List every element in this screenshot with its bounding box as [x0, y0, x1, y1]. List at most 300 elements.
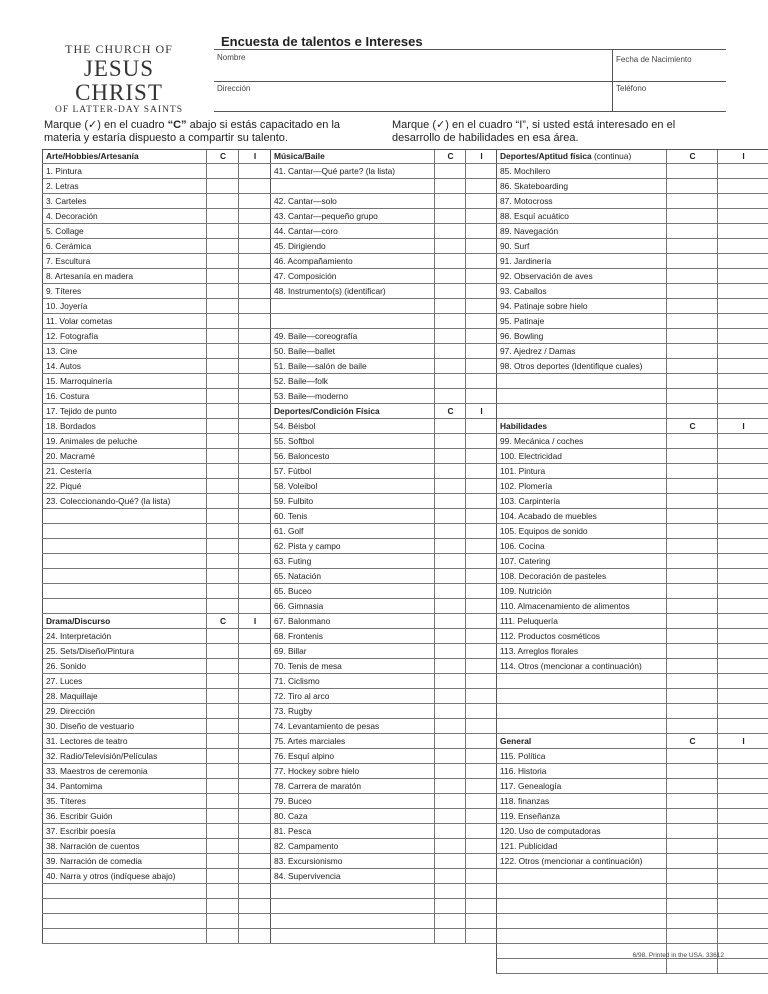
capacitado-checkbox[interactable]: [206, 869, 238, 884]
interesado-checkbox[interactable]: [465, 389, 496, 404]
capacitado-checkbox[interactable]: [206, 764, 238, 779]
capacitado-checkbox[interactable]: [206, 839, 238, 854]
capacitado-checkbox[interactable]: [206, 299, 238, 314]
interesado-checkbox[interactable]: [238, 164, 270, 179]
capacitado-checkbox[interactable]: [434, 929, 465, 944]
interesado-checkbox[interactable]: [465, 284, 496, 299]
capacitado-checkbox[interactable]: [434, 689, 465, 704]
interesado-checkbox[interactable]: [465, 164, 496, 179]
capacitado-checkbox[interactable]: [666, 314, 717, 329]
capacitado-checkbox[interactable]: [434, 644, 465, 659]
interesado-checkbox[interactable]: [465, 479, 496, 494]
capacitado-checkbox[interactable]: [434, 194, 465, 209]
interesado-checkbox[interactable]: [465, 914, 496, 929]
interesado-checkbox[interactable]: [238, 359, 270, 374]
interesado-checkbox[interactable]: [238, 674, 270, 689]
capacitado-checkbox[interactable]: [666, 659, 717, 674]
capacitado-checkbox[interactable]: [434, 764, 465, 779]
interesado-checkbox[interactable]: [238, 224, 270, 239]
direccion-field-line[interactable]: [214, 111, 726, 112]
interesado-checkbox[interactable]: [717, 404, 768, 419]
capacitado-checkbox[interactable]: [434, 779, 465, 794]
interesado-checkbox[interactable]: [717, 914, 768, 929]
interesado-checkbox[interactable]: [717, 929, 768, 944]
interesado-checkbox[interactable]: [717, 179, 768, 194]
capacitado-checkbox[interactable]: [434, 539, 465, 554]
interesado-checkbox[interactable]: [465, 329, 496, 344]
capacitado-checkbox[interactable]: [666, 644, 717, 659]
capacitado-checkbox[interactable]: [434, 629, 465, 644]
interesado-checkbox[interactable]: [717, 749, 768, 764]
interesado-checkbox[interactable]: [238, 299, 270, 314]
capacitado-checkbox[interactable]: [434, 839, 465, 854]
interesado-checkbox[interactable]: [238, 554, 270, 569]
interesado-checkbox[interactable]: [465, 659, 496, 674]
interesado-checkbox[interactable]: [465, 869, 496, 884]
capacitado-checkbox[interactable]: [666, 794, 717, 809]
interesado-checkbox[interactable]: [465, 779, 496, 794]
interesado-checkbox[interactable]: [717, 539, 768, 554]
interesado-checkbox[interactable]: [465, 599, 496, 614]
nombre-field-line[interactable]: [214, 81, 726, 82]
capacitado-checkbox[interactable]: [206, 194, 238, 209]
interesado-checkbox[interactable]: [465, 449, 496, 464]
capacitado-checkbox[interactable]: [434, 884, 465, 899]
capacitado-checkbox[interactable]: [206, 329, 238, 344]
capacitado-checkbox[interactable]: [434, 374, 465, 389]
interesado-checkbox[interactable]: [465, 809, 496, 824]
capacitado-checkbox[interactable]: [206, 584, 238, 599]
interesado-checkbox[interactable]: [465, 524, 496, 539]
interesado-checkbox[interactable]: [465, 314, 496, 329]
interesado-checkbox[interactable]: [238, 479, 270, 494]
capacitado-checkbox[interactable]: [434, 344, 465, 359]
capacitado-checkbox[interactable]: [666, 914, 717, 929]
interesado-checkbox[interactable]: [717, 359, 768, 374]
interesado-checkbox[interactable]: [238, 179, 270, 194]
capacitado-checkbox[interactable]: [666, 689, 717, 704]
capacitado-checkbox[interactable]: [206, 824, 238, 839]
capacitado-checkbox[interactable]: [666, 674, 717, 689]
interesado-checkbox[interactable]: [238, 899, 270, 914]
capacitado-checkbox[interactable]: [206, 644, 238, 659]
capacitado-checkbox[interactable]: [434, 179, 465, 194]
interesado-checkbox[interactable]: [238, 704, 270, 719]
interesado-checkbox[interactable]: [238, 344, 270, 359]
capacitado-checkbox[interactable]: [666, 959, 717, 974]
interesado-checkbox[interactable]: [465, 854, 496, 869]
interesado-checkbox[interactable]: [465, 929, 496, 944]
interesado-checkbox[interactable]: [465, 614, 496, 629]
capacitado-checkbox[interactable]: [206, 929, 238, 944]
interesado-checkbox[interactable]: [238, 719, 270, 734]
capacitado-checkbox[interactable]: [434, 659, 465, 674]
interesado-checkbox[interactable]: [717, 164, 768, 179]
capacitado-checkbox[interactable]: [666, 209, 717, 224]
capacitado-checkbox[interactable]: [434, 509, 465, 524]
capacitado-checkbox[interactable]: [434, 269, 465, 284]
interesado-checkbox[interactable]: [465, 764, 496, 779]
capacitado-checkbox[interactable]: [666, 374, 717, 389]
interesado-checkbox[interactable]: [465, 374, 496, 389]
capacitado-checkbox[interactable]: [206, 794, 238, 809]
interesado-checkbox[interactable]: [717, 674, 768, 689]
interesado-checkbox[interactable]: [465, 584, 496, 599]
capacitado-checkbox[interactable]: [206, 719, 238, 734]
interesado-checkbox[interactable]: [717, 224, 768, 239]
capacitado-checkbox[interactable]: [206, 224, 238, 239]
interesado-checkbox[interactable]: [238, 854, 270, 869]
interesado-checkbox[interactable]: [717, 689, 768, 704]
capacitado-checkbox[interactable]: [434, 719, 465, 734]
interesado-checkbox[interactable]: [717, 284, 768, 299]
capacitado-checkbox[interactable]: [206, 599, 238, 614]
interesado-checkbox[interactable]: [465, 509, 496, 524]
capacitado-checkbox[interactable]: [434, 554, 465, 569]
capacitado-checkbox[interactable]: [434, 824, 465, 839]
interesado-checkbox[interactable]: [717, 554, 768, 569]
interesado-checkbox[interactable]: [717, 884, 768, 899]
capacitado-checkbox[interactable]: [206, 179, 238, 194]
capacitado-checkbox[interactable]: [206, 899, 238, 914]
capacitado-checkbox[interactable]: [434, 359, 465, 374]
capacitado-checkbox[interactable]: [666, 884, 717, 899]
capacitado-checkbox[interactable]: [434, 494, 465, 509]
capacitado-checkbox[interactable]: [434, 329, 465, 344]
capacitado-checkbox[interactable]: [434, 464, 465, 479]
interesado-checkbox[interactable]: [465, 644, 496, 659]
interesado-checkbox[interactable]: [717, 629, 768, 644]
interesado-checkbox[interactable]: [238, 629, 270, 644]
interesado-checkbox[interactable]: [717, 839, 768, 854]
interesado-checkbox[interactable]: [465, 209, 496, 224]
interesado-checkbox[interactable]: [465, 884, 496, 899]
capacitado-checkbox[interactable]: [434, 479, 465, 494]
capacitado-checkbox[interactable]: [434, 284, 465, 299]
interesado-checkbox[interactable]: [717, 599, 768, 614]
capacitado-checkbox[interactable]: [206, 209, 238, 224]
capacitado-checkbox[interactable]: [434, 794, 465, 809]
interesado-checkbox[interactable]: [465, 299, 496, 314]
interesado-checkbox[interactable]: [465, 464, 496, 479]
interesado-checkbox[interactable]: [238, 929, 270, 944]
interesado-checkbox[interactable]: [465, 689, 496, 704]
interesado-checkbox[interactable]: [717, 494, 768, 509]
capacitado-checkbox[interactable]: [666, 434, 717, 449]
capacitado-checkbox[interactable]: [434, 584, 465, 599]
interesado-checkbox[interactable]: [717, 254, 768, 269]
capacitado-checkbox[interactable]: [206, 464, 238, 479]
interesado-checkbox[interactable]: [717, 854, 768, 869]
capacitado-checkbox[interactable]: [206, 419, 238, 434]
interesado-checkbox[interactable]: [717, 449, 768, 464]
interesado-checkbox[interactable]: [465, 419, 496, 434]
capacitado-checkbox[interactable]: [206, 404, 238, 419]
interesado-checkbox[interactable]: [717, 899, 768, 914]
interesado-checkbox[interactable]: [238, 194, 270, 209]
interesado-checkbox[interactable]: [465, 494, 496, 509]
capacitado-checkbox[interactable]: [666, 254, 717, 269]
interesado-checkbox[interactable]: [238, 404, 270, 419]
interesado-checkbox[interactable]: [238, 659, 270, 674]
capacitado-checkbox[interactable]: [206, 254, 238, 269]
capacitado-checkbox[interactable]: [206, 629, 238, 644]
interesado-checkbox[interactable]: [238, 419, 270, 434]
capacitado-checkbox[interactable]: [434, 809, 465, 824]
capacitado-checkbox[interactable]: [206, 554, 238, 569]
interesado-checkbox[interactable]: [717, 269, 768, 284]
interesado-checkbox[interactable]: [465, 704, 496, 719]
interesado-checkbox[interactable]: [717, 329, 768, 344]
capacitado-checkbox[interactable]: [206, 314, 238, 329]
interesado-checkbox[interactable]: [238, 254, 270, 269]
capacitado-checkbox[interactable]: [666, 179, 717, 194]
capacitado-checkbox[interactable]: [666, 494, 717, 509]
interesado-checkbox[interactable]: [465, 554, 496, 569]
capacitado-checkbox[interactable]: [434, 314, 465, 329]
capacitado-checkbox[interactable]: [206, 914, 238, 929]
interesado-checkbox[interactable]: [717, 509, 768, 524]
capacitado-checkbox[interactable]: [666, 404, 717, 419]
capacitado-checkbox[interactable]: [434, 254, 465, 269]
interesado-checkbox[interactable]: [238, 464, 270, 479]
interesado-checkbox[interactable]: [465, 539, 496, 554]
capacitado-checkbox[interactable]: [666, 539, 717, 554]
interesado-checkbox[interactable]: [238, 599, 270, 614]
capacitado-checkbox[interactable]: [206, 809, 238, 824]
capacitado-checkbox[interactable]: [206, 284, 238, 299]
interesado-checkbox[interactable]: [717, 584, 768, 599]
capacitado-checkbox[interactable]: [666, 569, 717, 584]
interesado-checkbox[interactable]: [238, 389, 270, 404]
capacitado-checkbox[interactable]: [206, 389, 238, 404]
interesado-checkbox[interactable]: [465, 824, 496, 839]
capacitado-checkbox[interactable]: [666, 719, 717, 734]
capacitado-checkbox[interactable]: [206, 749, 238, 764]
capacitado-checkbox[interactable]: [206, 734, 238, 749]
capacitado-checkbox[interactable]: [434, 434, 465, 449]
interesado-checkbox[interactable]: [238, 269, 270, 284]
interesado-checkbox[interactable]: [238, 314, 270, 329]
interesado-checkbox[interactable]: [717, 764, 768, 779]
capacitado-checkbox[interactable]: [206, 164, 238, 179]
interesado-checkbox[interactable]: [238, 239, 270, 254]
interesado-checkbox[interactable]: [717, 569, 768, 584]
capacitado-checkbox[interactable]: [434, 854, 465, 869]
capacitado-checkbox[interactable]: [666, 299, 717, 314]
interesado-checkbox[interactable]: [717, 239, 768, 254]
interesado-checkbox[interactable]: [465, 629, 496, 644]
capacitado-checkbox[interactable]: [434, 899, 465, 914]
interesado-checkbox[interactable]: [465, 239, 496, 254]
capacitado-checkbox[interactable]: [434, 599, 465, 614]
capacitado-checkbox[interactable]: [434, 389, 465, 404]
capacitado-checkbox[interactable]: [434, 299, 465, 314]
capacitado-checkbox[interactable]: [206, 239, 238, 254]
capacitado-checkbox[interactable]: [434, 914, 465, 929]
interesado-checkbox[interactable]: [238, 839, 270, 854]
interesado-checkbox[interactable]: [717, 344, 768, 359]
interesado-checkbox[interactable]: [717, 959, 768, 974]
interesado-checkbox[interactable]: [717, 479, 768, 494]
interesado-checkbox[interactable]: [238, 914, 270, 929]
capacitado-checkbox[interactable]: [206, 269, 238, 284]
interesado-checkbox[interactable]: [238, 809, 270, 824]
capacitado-checkbox[interactable]: [666, 629, 717, 644]
capacitado-checkbox[interactable]: [434, 674, 465, 689]
capacitado-checkbox[interactable]: [434, 749, 465, 764]
capacitado-checkbox[interactable]: [434, 164, 465, 179]
interesado-checkbox[interactable]: [238, 539, 270, 554]
capacitado-checkbox[interactable]: [666, 164, 717, 179]
capacitado-checkbox[interactable]: [434, 734, 465, 749]
interesado-checkbox[interactable]: [717, 524, 768, 539]
capacitado-checkbox[interactable]: [206, 509, 238, 524]
interesado-checkbox[interactable]: [238, 509, 270, 524]
interesado-checkbox[interactable]: [717, 314, 768, 329]
interesado-checkbox[interactable]: [238, 209, 270, 224]
capacitado-checkbox[interactable]: [434, 224, 465, 239]
interesado-checkbox[interactable]: [465, 839, 496, 854]
capacitado-checkbox[interactable]: [206, 674, 238, 689]
capacitado-checkbox[interactable]: [206, 374, 238, 389]
interesado-checkbox[interactable]: [717, 299, 768, 314]
capacitado-checkbox[interactable]: [666, 554, 717, 569]
interesado-checkbox[interactable]: [465, 749, 496, 764]
capacitado-checkbox[interactable]: [206, 524, 238, 539]
capacitado-checkbox[interactable]: [206, 704, 238, 719]
interesado-checkbox[interactable]: [465, 794, 496, 809]
interesado-checkbox[interactable]: [717, 824, 768, 839]
interesado-checkbox[interactable]: [465, 254, 496, 269]
interesado-checkbox[interactable]: [238, 764, 270, 779]
capacitado-checkbox[interactable]: [666, 584, 717, 599]
interesado-checkbox[interactable]: [238, 644, 270, 659]
capacitado-checkbox[interactable]: [666, 359, 717, 374]
interesado-checkbox[interactable]: [238, 434, 270, 449]
interesado-checkbox[interactable]: [238, 794, 270, 809]
capacitado-checkbox[interactable]: [206, 569, 238, 584]
capacitado-checkbox[interactable]: [206, 359, 238, 374]
interesado-checkbox[interactable]: [465, 734, 496, 749]
capacitado-checkbox[interactable]: [666, 509, 717, 524]
interesado-checkbox[interactable]: [465, 569, 496, 584]
capacitado-checkbox[interactable]: [666, 329, 717, 344]
interesado-checkbox[interactable]: [238, 374, 270, 389]
capacitado-checkbox[interactable]: [666, 854, 717, 869]
interesado-checkbox[interactable]: [465, 179, 496, 194]
capacitado-checkbox[interactable]: [666, 749, 717, 764]
capacitado-checkbox[interactable]: [666, 479, 717, 494]
interesado-checkbox[interactable]: [717, 779, 768, 794]
capacitado-checkbox[interactable]: [666, 464, 717, 479]
interesado-checkbox[interactable]: [717, 389, 768, 404]
capacitado-checkbox[interactable]: [666, 704, 717, 719]
capacitado-checkbox[interactable]: [206, 659, 238, 674]
capacitado-checkbox[interactable]: [434, 449, 465, 464]
capacitado-checkbox[interactable]: [666, 869, 717, 884]
interesado-checkbox[interactable]: [717, 209, 768, 224]
interesado-checkbox[interactable]: [465, 344, 496, 359]
interesado-checkbox[interactable]: [465, 224, 496, 239]
interesado-checkbox[interactable]: [465, 269, 496, 284]
capacitado-checkbox[interactable]: [666, 899, 717, 914]
interesado-checkbox[interactable]: [717, 194, 768, 209]
interesado-checkbox[interactable]: [238, 569, 270, 584]
capacitado-checkbox[interactable]: [666, 284, 717, 299]
interesado-checkbox[interactable]: [717, 794, 768, 809]
capacitado-checkbox[interactable]: [666, 224, 717, 239]
capacitado-checkbox[interactable]: [434, 614, 465, 629]
capacitado-checkbox[interactable]: [666, 614, 717, 629]
interesado-checkbox[interactable]: [717, 944, 768, 959]
interesado-checkbox[interactable]: [717, 464, 768, 479]
capacitado-checkbox[interactable]: [206, 494, 238, 509]
interesado-checkbox[interactable]: [465, 434, 496, 449]
interesado-checkbox[interactable]: [238, 689, 270, 704]
interesado-checkbox[interactable]: [717, 704, 768, 719]
capacitado-checkbox[interactable]: [666, 344, 717, 359]
capacitado-checkbox[interactable]: [434, 569, 465, 584]
interesado-checkbox[interactable]: [717, 434, 768, 449]
capacitado-checkbox[interactable]: [206, 479, 238, 494]
interesado-checkbox[interactable]: [238, 779, 270, 794]
interesado-checkbox[interactable]: [465, 674, 496, 689]
capacitado-checkbox[interactable]: [434, 209, 465, 224]
capacitado-checkbox[interactable]: [434, 704, 465, 719]
capacitado-checkbox[interactable]: [206, 449, 238, 464]
capacitado-checkbox[interactable]: [666, 449, 717, 464]
interesado-checkbox[interactable]: [238, 734, 270, 749]
interesado-checkbox[interactable]: [238, 449, 270, 464]
interesado-checkbox[interactable]: [465, 194, 496, 209]
interesado-checkbox[interactable]: [238, 824, 270, 839]
capacitado-checkbox[interactable]: [434, 419, 465, 434]
capacitado-checkbox[interactable]: [666, 809, 717, 824]
interesado-checkbox[interactable]: [238, 584, 270, 599]
interesado-checkbox[interactable]: [465, 359, 496, 374]
capacitado-checkbox[interactable]: [666, 839, 717, 854]
interesado-checkbox[interactable]: [717, 659, 768, 674]
capacitado-checkbox[interactable]: [434, 239, 465, 254]
capacitado-checkbox[interactable]: [206, 689, 238, 704]
capacitado-checkbox[interactable]: [206, 434, 238, 449]
capacitado-checkbox[interactable]: [206, 344, 238, 359]
capacitado-checkbox[interactable]: [666, 779, 717, 794]
capacitado-checkbox[interactable]: [666, 764, 717, 779]
capacitado-checkbox[interactable]: [206, 779, 238, 794]
capacitado-checkbox[interactable]: [666, 269, 717, 284]
interesado-checkbox[interactable]: [465, 899, 496, 914]
capacitado-checkbox[interactable]: [666, 929, 717, 944]
capacitado-checkbox[interactable]: [206, 539, 238, 554]
interesado-checkbox[interactable]: [238, 329, 270, 344]
capacitado-checkbox[interactable]: [434, 524, 465, 539]
interesado-checkbox[interactable]: [238, 494, 270, 509]
interesado-checkbox[interactable]: [717, 644, 768, 659]
interesado-checkbox[interactable]: [238, 869, 270, 884]
interesado-checkbox[interactable]: [717, 374, 768, 389]
interesado-checkbox[interactable]: [238, 749, 270, 764]
capacitado-checkbox[interactable]: [206, 884, 238, 899]
interesado-checkbox[interactable]: [238, 284, 270, 299]
capacitado-checkbox[interactable]: [666, 599, 717, 614]
capacitado-checkbox[interactable]: [434, 869, 465, 884]
interesado-checkbox[interactable]: [238, 524, 270, 539]
capacitado-checkbox[interactable]: [666, 389, 717, 404]
capacitado-checkbox[interactable]: [666, 524, 717, 539]
interesado-checkbox[interactable]: [465, 719, 496, 734]
